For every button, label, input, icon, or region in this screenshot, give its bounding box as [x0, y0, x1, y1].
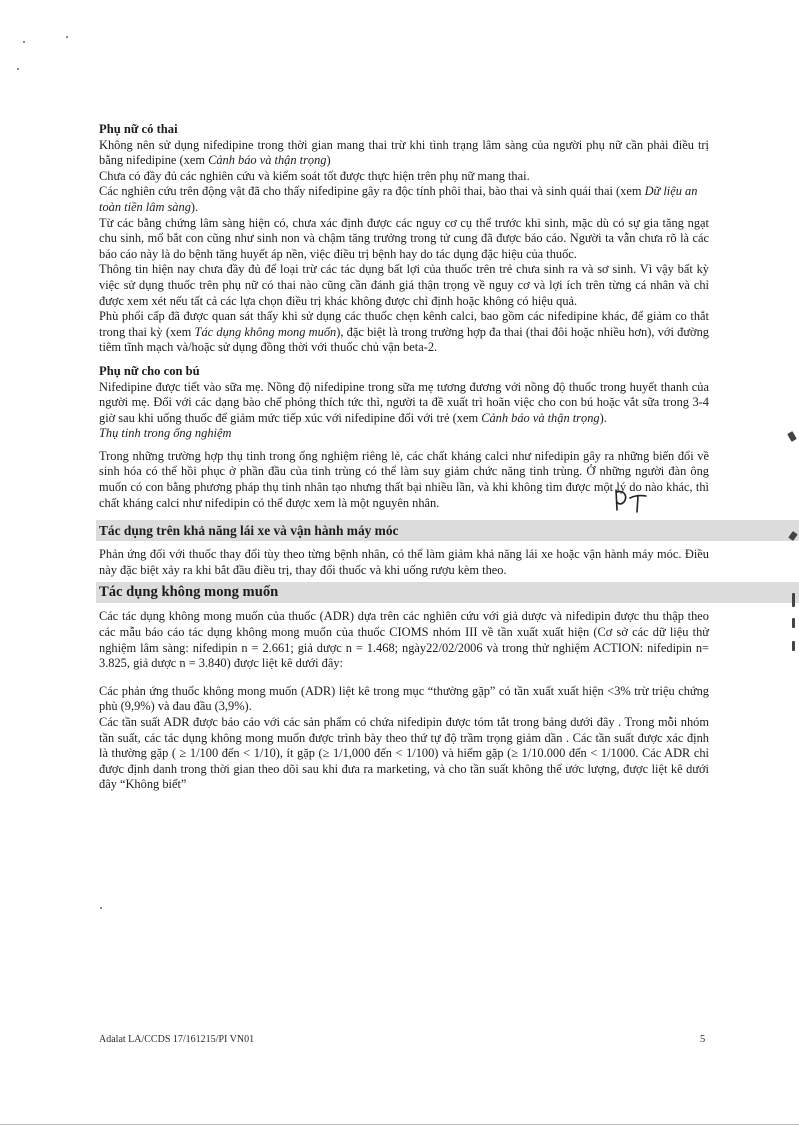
paragraph: Nifedipine được tiết vào sữa mẹ. Nồng độ nifedipine trong sữa mẹ tương đương với nồng độ thuốc trong huyết thanh của người mẹ. Đối với các dạng bào chế phóng thích tức thì, người ta đề xuất trì hoãn việc cho con bú hoặc vắt sữa trong 3-4 giờ sau khi uống thuốc để giảm mức tiếp xúc với nifedipine đối với trẻ (xem Cảnh báo và thận trọng). — [99, 379, 709, 425]
cross-reference: Tác dụng không mong muốn — [194, 324, 337, 339]
section-heading-breastfeeding: Phụ nữ cho con bú — [99, 363, 200, 378]
section-heading-driving: Tác dụng trên khả năng lái xe và vận hành máy móc — [96, 520, 799, 541]
paragraph: Các phản ứng thuốc không mong muốn (ADR) liệt kê trong mục “thường gặp” có tần xuất xuất hiện <3% trừ triệu chứng phù (9,9%) và đau đầu (3,9%). — [99, 683, 709, 714]
document-body — [99, 122, 709, 793]
handwritten-initials — [612, 486, 652, 514]
section-heading-pregnant: Phụ nữ có thai — [99, 122, 178, 136]
page-edge-line — [0, 1124, 799, 1125]
paragraph: Các tác dụng không mong muốn của thuốc (ADR) dựa trên các nghiên cứu với giả dược và nifedipin được thu thập theo các mẫu báo cáo tác dụng không mong muốn của thuốc CIOMS nhóm III về tần xuất xuất hiện (Cơ sở các dữ liệu thử nghiệm lâm sàng: nifedipin n = 2.661; giả dược n = 1.468; ngày22/02/2006 và trong thử nghiệm ACTION: nifedipin n= 3.825, giả dược n = 3.840) được liệt kê dưới đây: — [99, 609, 709, 671]
scan-edge-mark — [792, 618, 795, 628]
paragraph: Thông tin hiện nay chưa đầy đủ để loại trừ các tác dụng bất lợi của thuốc trên trẻ chưa sinh ra và sơ sinh. Vì vậy bất kỳ việc sử dụng thuốc trên phụ nữ có thai nào cũng cần đánh giá thận trọng về nguy cơ và lợi ích trên từng cá nhân và chỉ được xem xét nếu tất cả các lựa chọn điều trị khác không được chỉ định hoặc không có hiệu quả. — [99, 262, 709, 308]
scan-edge-mark — [792, 641, 795, 651]
scan-speck — [100, 907, 102, 909]
page-number: 5 — [700, 1034, 706, 1045]
paragraph: Các nghiên cứu trên động vật đã cho thấy nifedipine gây ra độc tính phôi thai, bào thai và sinh quái thai (xem Dữ liệu an toàn tiền lâm sàng). — [99, 184, 698, 214]
cross-reference: Cảnh báo và thận trọng — [481, 410, 600, 425]
paragraph: Từ các bằng chứng lâm sàng hiện có, chưa xác định được các nguy cơ cụ thể trước khi sinh, mặc dù có sự gia tăng ngạt chu sinh, mổ bắt con cũng như sinh non và chậm tăng trưởng trong tử cung đã được báo cáo. Người ta vẫn chưa rõ là các báo cáo này là do bệnh tăng huyết áp nền, việc điều trị bệnh hay do tác dụng đặc hiệu của thuốc. — [99, 215, 709, 261]
section-heading-adverse-effects: Tác dụng không mong muốn — [96, 582, 799, 603]
scan-edge-mark — [792, 593, 795, 607]
scan-speck — [23, 41, 25, 43]
paragraph: Không nên sử dụng nifedipine trong thời gian mang thai trừ khi tình trạng lâm sàng của người phụ nữ cần phải điều trị bằng nifedipine (xem Cảnh báo và thận trọng) — [99, 137, 709, 168]
scan-speck — [17, 68, 19, 70]
scan-speck — [66, 36, 68, 38]
paragraph: Phản ứng đối với thuốc thay đổi tùy theo từng bệnh nhân, có thể làm giảm khả năng lái xe hoặc vận hành máy móc. Điều này đặc biệt xảy ra khi bắt đầu điều trị, thay đổi thuốc và khi uống rượu kèm theo. — [99, 547, 709, 577]
paragraph: Các tần suất ADR được báo cáo với các sản phẩm có chứa nifedipin được tóm tắt trong bảng dưới đây . Trong mỗi nhóm tần suất, các tác dụng không mong muốn được trình bày theo thứ tự độ trầm trọng giảm dần . Các tần suất được xác định là thường gặp ( ≥ 1/100 đến < 1/10), ít gặp (≥ 1/1,000 đến < 1/100) và hiếm gặp (≥ 1/10.000 đến < 1/1000. Các ADR chỉ được định danh trong thời gian theo dõi sau khi đưa ra marketing, và cho tần suất không thể ước lượng, được liệt kê dưới đây “Không biết” — [99, 715, 709, 792]
section-heading-ivf: Thụ tinh trong ống nghiệm — [99, 426, 232, 441]
cross-reference: Cảnh báo và thận trọng — [208, 153, 327, 168]
cross-reference: Dữ liệu an toàn tiền lâm sàng — [99, 184, 698, 214]
paragraph: Chưa có đầy đủ các nghiên cứu và kiểm soát tốt được thực hiện trên phụ nữ mang thai. — [99, 168, 530, 183]
paragraph: Phù phổi cấp đã được quan sát thấy khi sử dụng các thuốc chẹn kênh calci, bao gồm các nifedipine khác, để giảm co thắt trong thai kỳ (xem Tác dụng không mong muốn), đặc biệt là trong trường hợp đa thai (thai đôi hoặc nhiều hơn), với đường tiêm tĩnh mạch và/hoặc sử dụng đồng thời với thuốc chủ vận beta-2. — [99, 309, 709, 355]
paragraph: Trong những trường hợp thụ tinh trong ống nghiệm riêng lẻ, các chất kháng calci như nifedipin gây ra những biến đổi về sinh hóa có thể hồi phục ở phần đầu của tinh trùng có thể làm suy giảm chức năng tinh trùng. Ở những người đàn ông muốn có con bằng phương pháp thụ tinh nhân tạo nhưng thất bại nhiều lần, và khi không tìm được một lý do nào khác, thì chất kháng calci như nifedipin có thể được xem là một nguyên nhân. — [99, 448, 709, 510]
document-code: Adalat LA/CCDS 17/161215/PI VN01 — [99, 1034, 255, 1045]
scan-edge-mark — [787, 431, 797, 442]
